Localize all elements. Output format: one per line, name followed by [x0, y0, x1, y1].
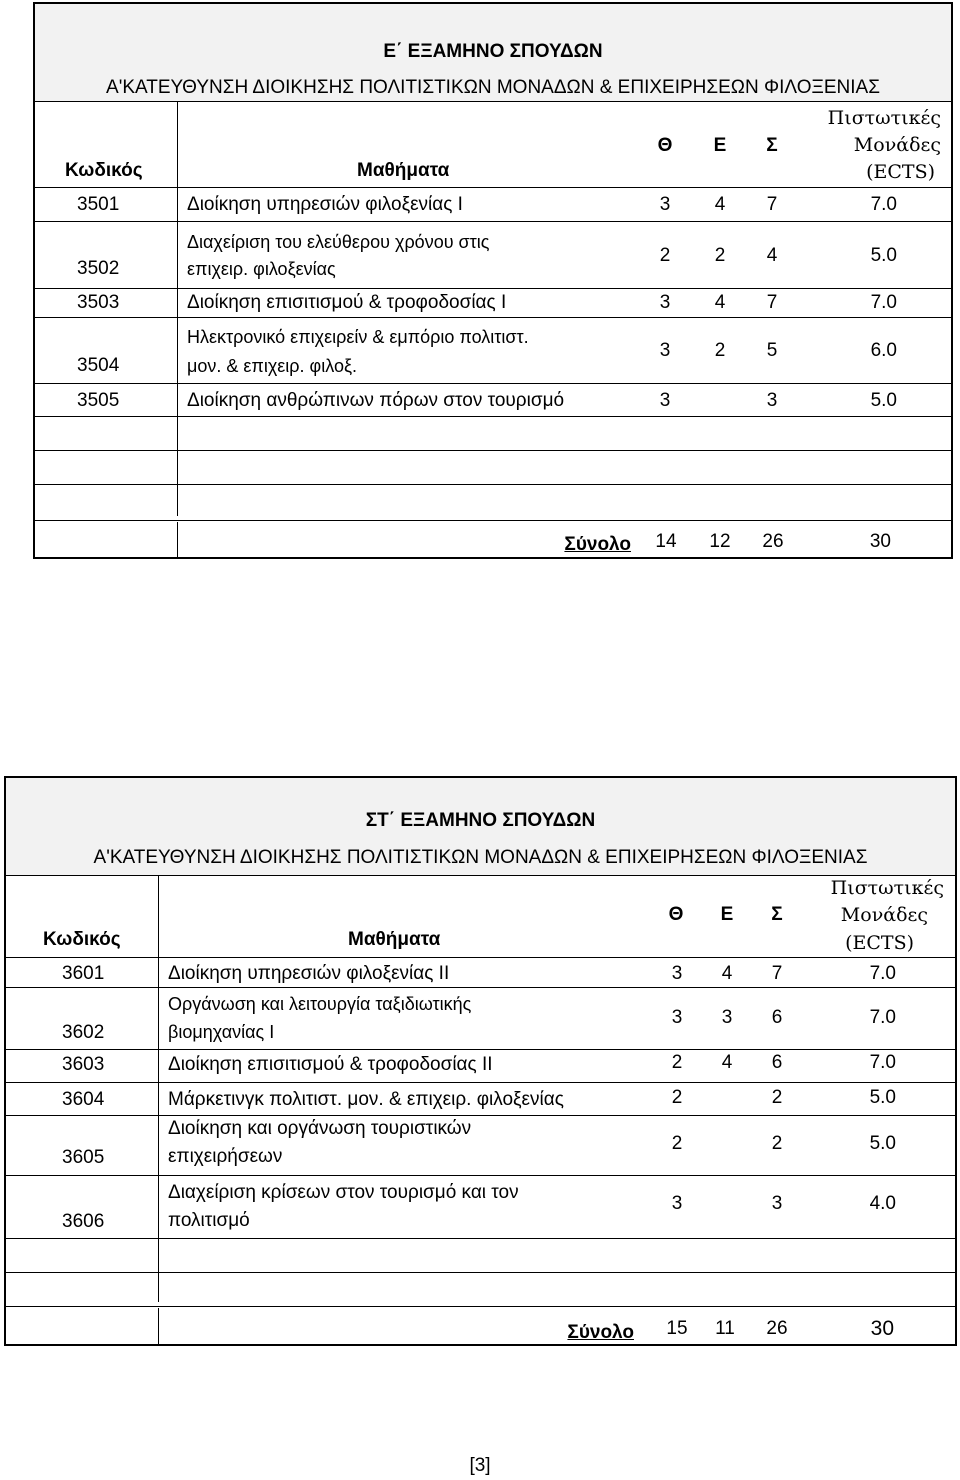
course-title: Οργάνωση και λειτουργία ταξιδιωτικής — [168, 994, 472, 1014]
lab-hours: 3 — [721, 1007, 733, 1028]
ects-value: 5.0 — [869, 1133, 896, 1154]
ects-header-line2: Μονάδες — [840, 904, 928, 926]
ects-value: 5.0 — [870, 390, 897, 411]
semester-5-table — [33, 2, 953, 559]
course-title: Διοίκηση ανθρώπινων πόρων στον τουρισμό — [187, 390, 565, 411]
column-courses-header: Μαθήματα — [348, 929, 441, 950]
ects-header-line3: (ECTS) — [866, 161, 935, 183]
course-code: 3605 — [62, 1147, 105, 1168]
course-title-continued: μον. & επιχειρ. φιλοξ. — [187, 356, 358, 376]
ects-value: 5.0 — [870, 245, 897, 266]
ects-value: 7.0 — [869, 963, 896, 984]
column-total-header: Σ — [771, 904, 783, 925]
total-hours-sum: 26 — [762, 531, 784, 552]
total-label: Σύνολο — [567, 1322, 634, 1343]
course-title: Ηλεκτρονικό επιχειρείν & εμπόριο πολιτιστ. — [187, 327, 529, 347]
theory-hours: 3 — [659, 390, 671, 411]
total-hours: 6 — [771, 1007, 783, 1028]
course-code: 3601 — [62, 963, 105, 984]
total-hours: 7 — [766, 194, 778, 215]
course-title-continued: επιχειρήσεων — [168, 1146, 283, 1167]
course-title-continued: επιχειρ. φιλοξενίας — [187, 259, 336, 279]
ects-value: 4.0 — [869, 1193, 896, 1214]
course-code: 3504 — [77, 355, 120, 376]
ects-value: 7.0 — [870, 292, 897, 313]
lab-hours: 2 — [714, 245, 726, 266]
total-hours: 7 — [766, 292, 778, 313]
lab-hours: 4 — [721, 963, 733, 984]
column-courses-header: Μαθήματα — [357, 160, 450, 181]
ects-value: 5.0 — [869, 1087, 896, 1108]
lab-hours: 4 — [714, 194, 726, 215]
course-title: Διαχείριση του ελεύθερου χρόνου στις — [187, 232, 490, 252]
direction-title: Α'ΚΑΤΕΥΘΥΝΣΗ ΔΙΟΙΚΗΣΗΣ ΠΟΛΙΤΙΣΤΙΚΩΝ ΜΟΝΑΔΩΝ & ΕΠΙΧΕΙΡΗΣΕΩΝ ΦΙΛΟΞΕΝΙΑΣ — [93, 847, 868, 868]
course-title: Διαχείριση κρίσεων στον τουρισμό και τον — [168, 1182, 519, 1203]
semester-6-table — [4, 776, 957, 1346]
total-ects: 30 — [870, 1317, 894, 1340]
column-theory-header: Θ — [657, 135, 673, 156]
total-hours: 2 — [771, 1133, 783, 1154]
course-title: Διοίκηση επισιτισμού & τροφοδοσίας ΙΙ — [168, 1054, 493, 1075]
course-code: 3503 — [77, 292, 120, 313]
total-hours: 3 — [771, 1193, 783, 1214]
theory-hours: 3 — [671, 1193, 683, 1214]
theory-hours: 2 — [671, 1052, 683, 1073]
column-lab-header: Ε — [713, 135, 727, 156]
ects-header-line2: Μονάδες — [853, 134, 941, 156]
course-title: Διοίκηση υπηρεσιών φιλοξενίας Ι — [187, 194, 463, 215]
semester-title: ΣΤ΄ ΕΞΑΜΗΝΟ ΣΠΟΥΔΩΝ — [365, 810, 596, 831]
total-hours-sum: 26 — [766, 1318, 788, 1339]
course-title: Διοίκηση και οργάνωση τουριστικών — [168, 1118, 472, 1139]
lab-hours: 4 — [721, 1052, 733, 1073]
theory-hours: 3 — [659, 340, 671, 361]
ects-value: 7.0 — [870, 194, 897, 215]
course-code: 3606 — [62, 1211, 105, 1232]
ects-header-line3: (ECTS) — [845, 932, 914, 954]
total-ects: 30 — [869, 531, 891, 552]
lab-hours: 4 — [714, 292, 726, 313]
direction-title: Α'ΚΑΤΕΥΘΥΝΣΗ ΔΙΟΙΚΗΣΗΣ ΠΟΛΙΤΙΣΤΙΚΩΝ ΜΟΝΑΔΩΝ & ΕΠΙΧΕΙΡΗΣΕΩΝ ΦΙΛΟΞΕΝΙΑΣ — [106, 77, 880, 98]
course-code: 3602 — [62, 1022, 105, 1043]
column-code-header: Κωδικός — [43, 929, 121, 950]
total-label: Σύνολο — [564, 534, 631, 555]
course-code: 3501 — [77, 194, 120, 215]
total-hours: 3 — [766, 390, 778, 411]
theory-hours: 2 — [671, 1087, 683, 1108]
column-code-header: Κωδικός — [65, 160, 143, 181]
course-title: Διοίκηση υπηρεσιών φιλοξενίας ΙΙ — [168, 963, 450, 984]
total-theory: 14 — [655, 531, 677, 552]
ects-value: 6.0 — [870, 340, 897, 361]
theory-hours: 3 — [671, 1007, 683, 1028]
total-lab: 12 — [709, 531, 731, 552]
total-hours: 6 — [771, 1052, 783, 1073]
theory-hours: 3 — [659, 194, 671, 215]
theory-hours: 2 — [671, 1133, 683, 1154]
course-code: 3604 — [62, 1089, 105, 1110]
semester-title: Ε΄ ΕΞΑΜΗΝΟ ΣΠΟΥΔΩΝ — [383, 41, 603, 62]
ects-value: 7.0 — [869, 1007, 896, 1028]
ects-value: 7.0 — [869, 1052, 896, 1073]
course-title: Διοίκηση επισιτισμού & τροφοδοσίας Ι — [187, 292, 507, 313]
course-title: Μάρκετινγκ πολιτιστ. μον. & επιχειρ. φιλοξενίας — [168, 1089, 564, 1110]
lab-hours: 2 — [714, 340, 726, 361]
total-theory: 15 — [666, 1318, 688, 1339]
course-title-continued: βιομηχανίας Ι — [168, 1022, 275, 1042]
column-theory-header: Θ — [668, 904, 684, 925]
course-title-continued: πολιτισμό — [168, 1210, 250, 1231]
total-hours: 5 — [766, 340, 778, 361]
total-hours: 2 — [771, 1087, 783, 1108]
course-code: 3505 — [77, 390, 120, 411]
total-hours: 7 — [771, 963, 783, 984]
course-code: 3603 — [62, 1054, 105, 1075]
ects-header-line1: Πιστωτικές — [830, 877, 944, 899]
theory-hours: 3 — [671, 963, 683, 984]
ects-header-line1: Πιστωτικές — [827, 107, 941, 129]
theory-hours: 3 — [659, 292, 671, 313]
course-code: 3502 — [77, 258, 120, 279]
total-lab: 11 — [715, 1318, 735, 1339]
theory-hours: 2 — [659, 245, 671, 266]
page-number: [3] — [469, 1455, 491, 1476]
column-lab-header: Ε — [720, 904, 734, 925]
total-hours: 4 — [766, 245, 778, 266]
column-total-header: Σ — [766, 135, 778, 156]
